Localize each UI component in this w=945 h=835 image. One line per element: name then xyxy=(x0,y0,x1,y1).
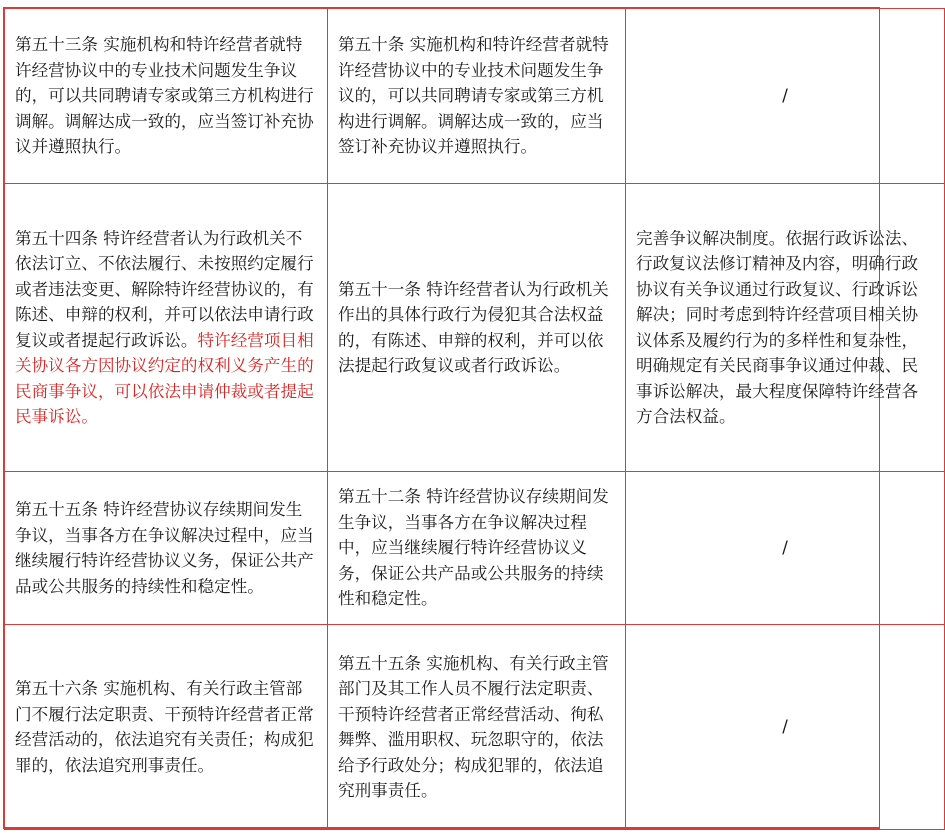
table-row xyxy=(5,9,945,184)
table-row xyxy=(5,625,945,830)
cell-note-empty: / xyxy=(626,9,945,184)
table-row xyxy=(5,472,945,625)
table-row xyxy=(5,184,945,472)
article-54-text: 第五十四条 特许经营者认为行政机关不依法订立、不依法履行、未按照约定履行或者违法变更、解除特许经营协议的，有陈述、申辩的权利，并可以依法申请行政复议或者提起行政诉讼。 xyxy=(15,228,314,350)
cell-note-dispute-resolution: 完善争议解决制度。依据行政诉讼法、行政复议法修订精神及内容，明确行政协议有关争议通过行政复议、行政诉讼解决；同时考虑到特许经营项目相关协议体系及履约行为的多样性和复杂性，明确规定有关民商事争议通过仲裁、民事诉讼解决，最大程度保障特许经营各方合法权益。 xyxy=(626,184,945,472)
comparison-table xyxy=(4,8,945,830)
cell-old-article-52: 第五十二条 特许经营协议存续期间发生争议，当事各方在争议解决过程中，应当继续履行特许经营协议义务，保证公共产品或公共服务的持续性和稳定性。 xyxy=(328,472,626,625)
cell-new-article-54 xyxy=(5,184,328,472)
cell-note-empty: / xyxy=(626,472,945,625)
comparison-table-container xyxy=(3,7,919,828)
next-row-border xyxy=(3,828,880,835)
cell-new-article-55: 第五十五条 特许经营协议存续期间发生争议，当事各方在争议解决过程中，应当继续履行特许经营协议义务，保证公共产品或公共服务的持续性和稳定性。 xyxy=(5,472,328,625)
cell-new-article-53: 第五十三条 实施机构和特许经营者就特许经营协议中的专业技术问题发生争议的，可以共同聘请专家或第三方机构进行调解。调解达成一致的，应当签订补充协议并遵照执行。 xyxy=(5,9,328,184)
cell-old-article-51: 第五十一条 特许经营者认为行政机关作出的具体行政行为侵犯其合法权益的，有陈述、申辩的权利，并可以依法提起行政复议或者行政诉讼。 xyxy=(328,184,626,472)
article-54-highlight-text: 特许经营项目相关协议各方因协议约定的权利义务产生的民商事争议，可以依法申请仲裁或者提起民事诉讼。 xyxy=(15,330,314,426)
cell-old-article-50: 第五十条 实施机构和特许经营者就特许经营协议中的专业技术问题发生争议的，可以共同聘请专家或第三方机构进行调解。调解达成一致的，应当签订补充协议并遵照执行。 xyxy=(328,9,626,184)
cell-note-empty: / xyxy=(626,625,945,830)
cell-new-article-56: 第五十六条 实施机构、有关行政主管部门不履行法定职责、干预特许经营者正常经营活动的，依法追究有关责任；构成犯罪的，依法追究刑事责任。 xyxy=(5,625,328,830)
cell-old-article-55: 第五十五条 实施机构、有关行政主管部门及其工作人员不履行法定职责、干预特许经营者正常经营活动、徇私舞弊、滥用职权、玩忽职守的，依法给予行政处分；构成犯罪的，依法追究刑事责任。 xyxy=(328,625,626,830)
